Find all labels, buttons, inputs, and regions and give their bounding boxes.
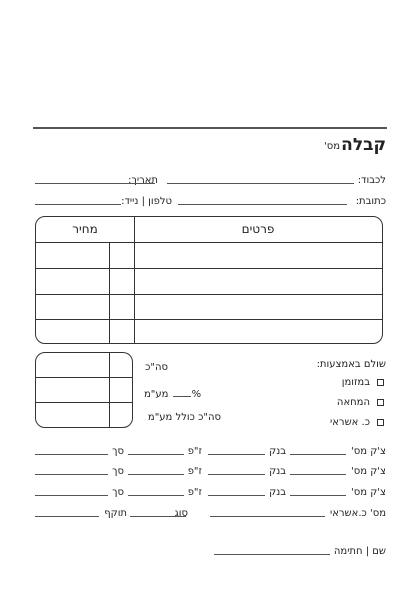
bank-field[interactable] [208,454,265,455]
bank-label: בנק [269,446,286,457]
branch-label: ז"פ [187,487,202,498]
cheque-checkbox[interactable] [377,399,384,406]
cheque-number-field[interactable] [290,495,346,496]
name-signature-field[interactable] [214,554,330,555]
table-divider-main [134,217,135,343]
vat-label: מע"מ [144,389,169,400]
table-divider-cents [109,242,110,343]
address-field[interactable] [178,204,347,205]
vat-percent-field[interactable] [173,387,191,397]
table-row [36,294,382,295]
amount-field[interactable] [35,454,108,455]
credit-card-number-field[interactable] [210,516,325,517]
cheque-number-field[interactable] [290,474,346,475]
branch-label: ז"פ [187,446,202,457]
cheque-number-label: צ'ק מס' [351,466,386,477]
to-field[interactable] [167,183,354,184]
totals-box [35,352,133,428]
date-field[interactable] [35,183,155,184]
table-header-details: פרטים [241,222,275,236]
totals-divider [109,353,110,427]
amount-label: סך [112,466,124,477]
subtotal-label: סה"כ [145,362,168,373]
receipt-title: קבלה [341,135,386,155]
bank-label: בנק [269,466,286,477]
card-type-field[interactable] [130,516,186,517]
table-header-rule [36,242,382,243]
validity-field[interactable] [35,516,99,517]
cheque-label: המחאה [336,397,370,408]
total-incl-vat-label: סה"כ כולל מע"מ [147,412,221,423]
credit-label: כ. אשראי [330,417,370,428]
amount-label: סך [112,487,124,498]
cash-checkbox[interactable] [377,379,384,386]
phone-label: טלפון | נייד: [121,196,172,207]
name-signature-label: שם | חתימה [333,546,386,557]
cash-label: במזומן [341,377,370,388]
date-label: תאריך: [128,175,158,186]
bank-label: בנק [269,487,286,498]
header-rule [33,127,387,129]
vat-line [144,387,201,401]
paid-by-label: שולם באמצעות: [316,359,386,370]
credit-card-number-label: מס' כ.אשראי [329,508,386,519]
to-label: לכבוד: [357,175,386,186]
branch-label: ז"פ [187,466,202,477]
table-header-price: מחיר [72,222,98,236]
receipt-number-label: מס' [323,141,340,152]
items-table [35,216,383,344]
amount-label: סך [112,446,124,457]
bank-field[interactable] [208,495,265,496]
phone-field[interactable] [35,204,121,205]
table-row [36,319,382,320]
credit-checkbox[interactable] [377,419,384,426]
branch-field[interactable] [128,474,184,475]
cheque-number-label: צ'ק מס' [351,446,386,457]
cheque-number-label: צ'ק מס' [351,487,386,498]
validity-label: תוקף [104,508,127,519]
table-row [36,268,382,269]
bank-field[interactable] [208,474,265,475]
totals-row-rule [36,402,132,403]
totals-row-rule [36,377,132,378]
address-label: כתובת: [355,196,386,207]
vat-percent-sign: % [191,389,202,400]
branch-field[interactable] [128,454,184,455]
amount-field[interactable] [35,495,108,496]
cheque-number-field[interactable] [290,454,346,455]
amount-field[interactable] [35,474,108,475]
branch-field[interactable] [128,495,184,496]
card-type-label: סוג [174,508,188,519]
